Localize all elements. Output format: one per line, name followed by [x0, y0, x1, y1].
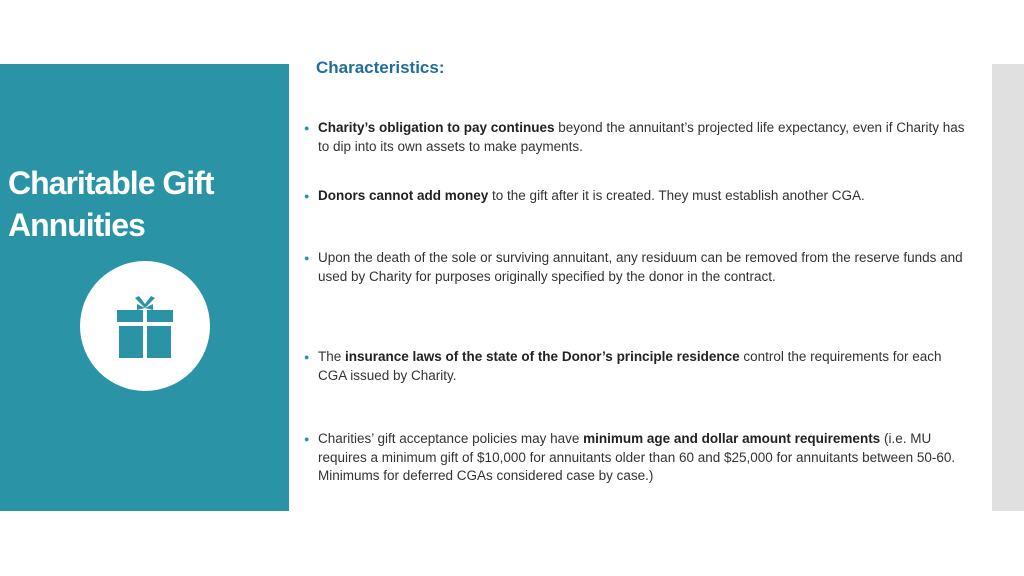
bullet-text: control the requirements for each CGA issued by Charity. [318, 349, 942, 383]
bullet-text: Upon the death of the sole or surviving annuitant, any residuum can be removed from the reserve funds and used by Charity for purposes originally specified by the donor in the contract. [318, 250, 963, 284]
bullet-item [300, 249, 970, 286]
bullet-dot-icon: ● [304, 123, 310, 133]
bullet-dot-icon: ● [304, 434, 310, 444]
gift-icon [117, 294, 173, 358]
bullet-bold-text: insurance laws of the state of the Donor’s principle residence [345, 349, 740, 364]
icon-circle [80, 261, 210, 391]
bullet-bold-text: Donors cannot add money [318, 188, 489, 203]
bullet-item [300, 187, 970, 206]
bullet-dot-icon: ● [304, 253, 310, 263]
bullet-dot-icon: ● [304, 191, 310, 201]
bullet-text: (i.e. MU requires a minimum gift of $10,000 for annuitants older than 60 and $25,000 for annuitants between 50-60. Minimums for deferred CGAs considered case by case.) [318, 431, 956, 483]
bullet-item [300, 430, 970, 486]
bullet-bold-text: minimum age and dollar amount requirements [583, 431, 881, 446]
bullet-bold-text: Charity’s obligation to pay continues [318, 120, 555, 135]
bullet-text: beyond the annuitant’s projected life expectancy, even if Charity has to dip into its own assets to make payments. [318, 120, 965, 154]
right-edge-strip [992, 64, 1024, 511]
title-line-1: Charitable Gift [8, 165, 214, 201]
bullet-item [300, 119, 970, 156]
bullet-dot-icon: ● [304, 352, 310, 362]
bullet-pre-text: The [318, 349, 346, 364]
title-panel [0, 64, 289, 511]
bullet-text: to the gift after it is created. They must establish another CGA. [488, 188, 865, 203]
slide-title [8, 162, 278, 246]
bullet-pre-text: Charities’ gift acceptance policies may have [318, 431, 584, 446]
section-heading: Characteristics: [316, 58, 445, 77]
title-line-2: Annuities [8, 207, 145, 243]
bullet-item [300, 348, 970, 385]
